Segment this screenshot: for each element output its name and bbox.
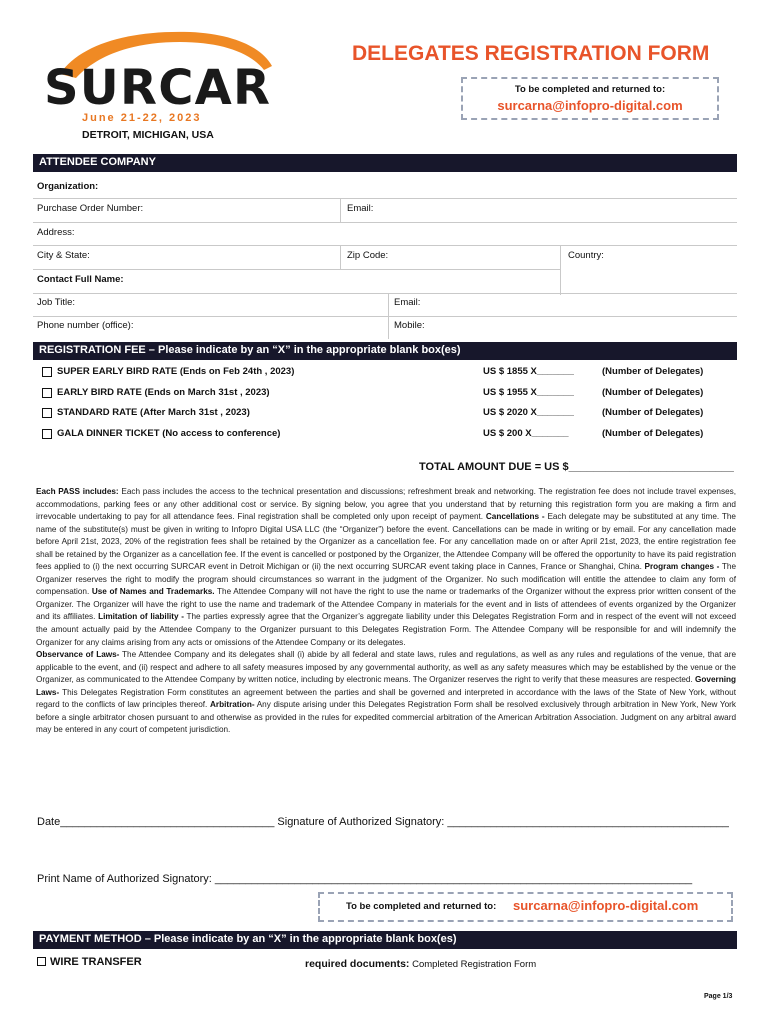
return-label: To be completed and returned to:: [514, 84, 666, 95]
terms-label: Observance of Laws-: [36, 650, 120, 660]
po-number-label: Purchase Order Number:: [37, 203, 144, 214]
rate-unit: (Number of Delegates): [602, 428, 704, 439]
divider: [33, 222, 737, 223]
contact-name-label: Contact Full Name:: [37, 274, 124, 285]
logo-text: SURCAR: [44, 60, 270, 116]
payment-section-note: – Please indicate by an “X” in the appropriate blank box(es): [141, 933, 457, 945]
registration-section-note: – Please indicate by an “X” in the appropriate blank box(es): [145, 344, 461, 356]
rate-checkbox[interactable]: [42, 367, 52, 377]
rate-price: US $ 1955 X_______: [483, 387, 574, 398]
return-label: To be completed and returned to:: [346, 901, 497, 912]
terms-and-conditions: [36, 486, 736, 737]
rate-row-early: [42, 387, 722, 403]
terms-text: Each pass includes the access to the technical presentation and discussions; refreshment break and networking. The registration fee does not include travel expenses, accommodations, parking fees or any other additional cost or service. By signing below, you agree that you understand that by returning this registration form you are making a firm and irrevocable undertaking to pay for all attendance fees. Final registration shall be completed only upon receipt of payment.: [36, 487, 736, 522]
divider: [33, 269, 560, 270]
divider: [340, 198, 341, 222]
return-email-link[interactable]: surcarna@infopro-digital.com: [513, 898, 699, 913]
divider: [340, 245, 341, 269]
surcar-logo: [40, 22, 280, 118]
mobile-label: Mobile:: [394, 320, 425, 331]
return-email-link[interactable]: surcarna@infopro-digital.com: [497, 98, 683, 113]
divider: [33, 198, 737, 199]
event-date: June 21-22, 2023: [82, 112, 202, 124]
registration-section-title: REGISTRATION FEE: [39, 344, 146, 356]
email-label: Email:: [347, 203, 374, 214]
wire-transfer-label: WIRE TRANSFER: [50, 956, 142, 968]
return-box-bottom: [318, 892, 733, 922]
rate-unit: (Number of Delegates): [602, 366, 704, 377]
registration-section-header: [33, 342, 737, 360]
terms-text: This Delegates Registration Form constitutes an agreement between the parties and shall be governed and interpreted in accordance with the laws of the State of New York, without regard to the conflicts of law principles thereof.: [36, 687, 736, 710]
wire-transfer-checkbox[interactable]: [37, 957, 46, 966]
divider: [560, 245, 561, 295]
wire-transfer-option: [37, 956, 142, 968]
required-documents: [305, 958, 536, 970]
rate-name: GALA DINNER TICKET (No access to conference): [57, 428, 281, 439]
rate-name: STANDARD RATE (After March 31st , 2023): [57, 407, 250, 418]
form-title: DELEGATES REGISTRATION FORM: [352, 42, 710, 65]
terms-text: The Organizer reserves the right to modify the program should circumstances so warrant in the judgment of the Organizer. No such modification will entitle the attendee to claim any form of compensation.: [36, 562, 736, 597]
job-title-label: Job Title:: [37, 297, 76, 308]
terms-label: Each PASS includes:: [36, 487, 119, 496]
rate-unit: (Number of Delegates): [602, 387, 704, 398]
terms-label: Governing Laws-: [36, 675, 736, 697]
terms-label: Cancellations -: [485, 512, 545, 522]
terms-label: Program changes -: [644, 562, 720, 572]
phone-label: Phone number (office):: [37, 320, 134, 331]
payment-section-header: [33, 931, 737, 949]
rate-price: US $ 2020 X_______: [483, 407, 574, 418]
event-location: DETROIT, MICHIGAN, USA: [82, 129, 214, 141]
terms-label: Use of Names and Trademarks.: [91, 587, 215, 597]
divider: [33, 316, 737, 317]
rate-checkbox[interactable]: [42, 429, 52, 439]
page-number: Page 1/3: [704, 993, 733, 1000]
total-amount-due: TOTAL AMOUNT DUE = US $___________________________: [419, 461, 734, 473]
rate-row-standard: [42, 407, 722, 423]
rate-checkbox[interactable]: [42, 408, 52, 418]
terms-label: Arbitration-: [209, 700, 255, 710]
city-state-label: City & State:: [37, 250, 90, 261]
terms-text: The Attendee Company and its delegates shall (i) abide by all federal and state laws, rules and regulations, as well as any rules and regulations of the venue, that are applicable to the event, and (ii) respect and adhere to all safety measures imposed by any governmental authority, as well as any safety measures which may be established by the venue or the Organizer, as communicated to the Attendee Company by written notice, including by electronic means. The Organizer reserves the right to verify that these measures are respected.: [36, 650, 737, 685]
terms-text: The parties expressly agree that the Organizer’s aggregate liability under this Delegates Registration Form and in respect of the event will not exceed the amount actually paid by the Attendee Company to the Organizer pursuant to this Delegates Registration Form. The Attendee Company will be responsible for and will indemnify the Organizer for any claims arising from any acts or omissions of the Attendee Company or its delegates.: [36, 612, 736, 647]
rate-price: US $ 1855 X_______: [483, 366, 574, 377]
organization-label: Organization:: [37, 181, 99, 192]
email2-label: Email:: [394, 297, 421, 308]
rate-unit: (Number of Delegates): [602, 407, 704, 418]
address-label: Address:: [37, 227, 75, 238]
divider: [33, 293, 737, 294]
terms-text: Each delegate may be substituted at any time. The name of the substitute(s) must be given in writing to Infopro Digital USA LLC (the “Organizer”) before the event. Cancellations can be made in writing or by email. For any cancellation made before April 21st, 2023, 20% of the registration fees shall be retained by the Organizer as a cancellation fee. For any cancellation made on or after April 21st, 2023, the entire registration fee shall be retained by the Organizer as a cancellation fee. If the event is cancelled or postponed by the Organizer, the Attendee Company will be offered the opportunity to have its paid registration fees applied to (i) the next occurring SURCAR event in Detroit Michigan or (ii) the next occurring SURCAR event taking place in Cannes, France or Shanghai, China.: [36, 512, 736, 572]
terms-label: Limitation of liability -: [98, 612, 184, 622]
date-signature-line[interactable]: Date___________________________________ Signature of Authorized Signatory: ______________________________________________: [37, 816, 729, 828]
return-box: [461, 77, 719, 120]
attendee-section-header: [33, 154, 737, 172]
rate-price: US $ 200 X_______: [483, 428, 569, 439]
required-documents-value: Completed Registration Form: [409, 959, 537, 970]
attendee-section-title: ATTENDEE COMPANY: [39, 156, 156, 168]
terms-text: The Attendee Company will not have the right to use the name or trademarks of the Organizer without the express prior written consent of the Organizer. The Organizer will have the right to use the name and trademark of the Attendee Company in materials for the event and in lists of attendees of events organized by the Organizer and its affiliates.: [36, 587, 736, 622]
payment-section-title: PAYMENT METHOD: [39, 933, 142, 945]
rate-row-super-early: [42, 366, 722, 382]
rate-name: SUPER EARLY BIRD RATE (Ends on Feb 24th , 2023): [57, 366, 295, 377]
zip-label: Zip Code:: [347, 250, 389, 261]
rate-checkbox[interactable]: [42, 388, 52, 398]
divider: [33, 245, 737, 246]
print-name-line[interactable]: Print Name of Authorized Signatory: ______________________________________________________________________________: [37, 873, 693, 885]
terms-text: Any dispute arising under this Delegates Registration Form shall be resolved exclusively through arbitration in New York, New York before a single arbitrator chosen pursuant to and otherwise as provided in the rules for expedited commercial arbitration of the American Arbitration Association. Judgment on any arbitral award may be entered in any court of competent jurisdiction.: [36, 700, 736, 735]
rate-name: EARLY BIRD RATE (Ends on March 31st , 2023): [57, 387, 270, 398]
required-documents-label: required documents:: [305, 958, 410, 970]
country-label: Country:: [568, 250, 604, 261]
rate-row-gala: [42, 428, 722, 444]
